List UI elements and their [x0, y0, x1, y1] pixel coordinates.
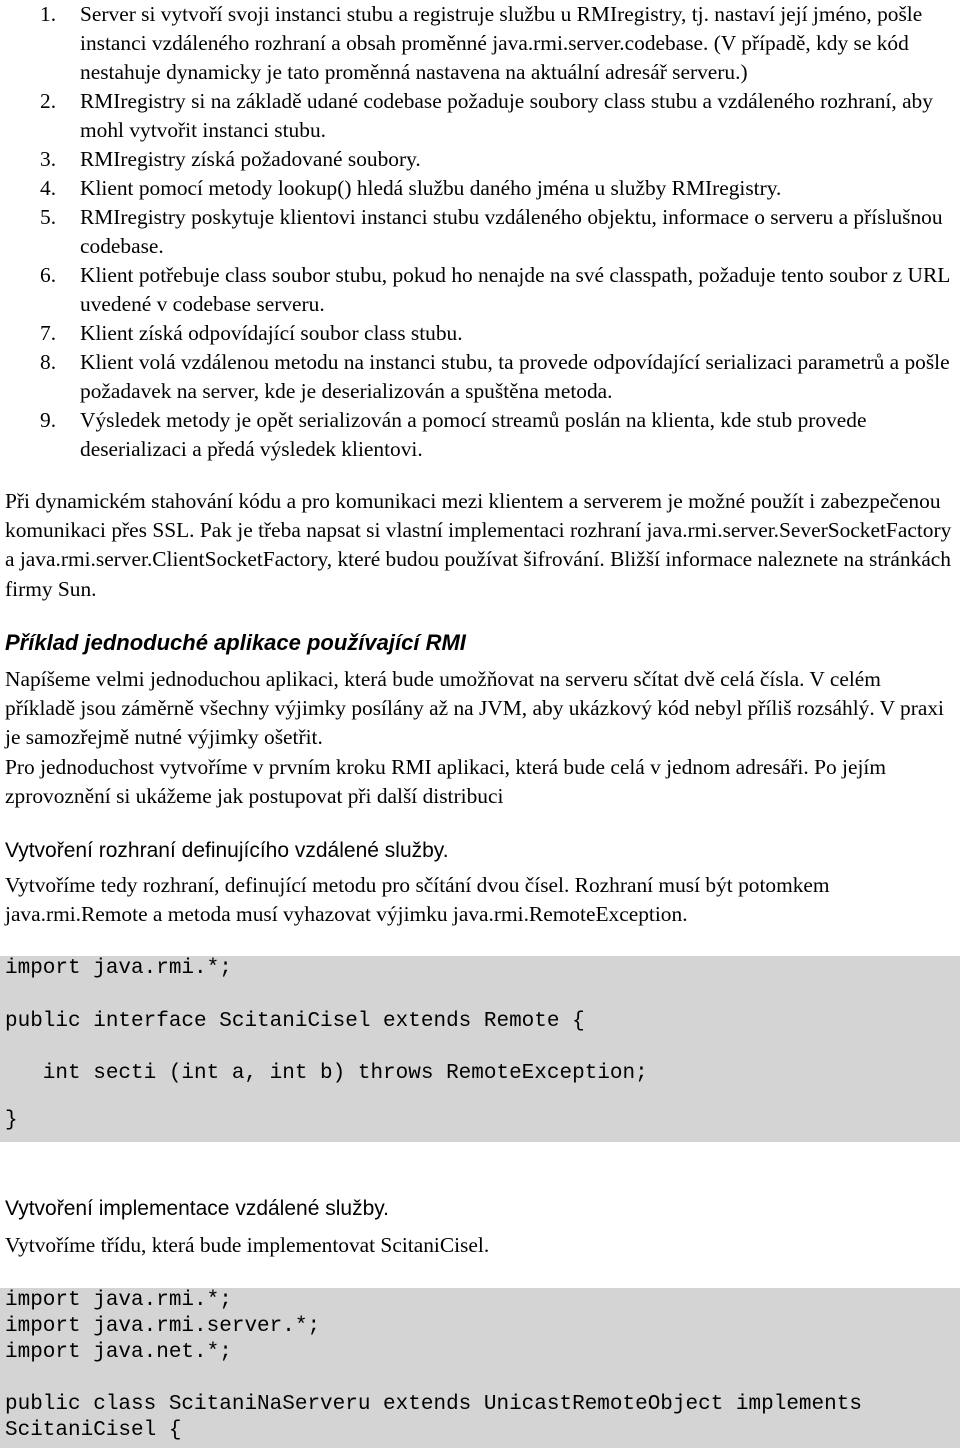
interface-paragraph: Vytvoříme tedy rozhraní, definující metodu pro sčítání dvou čísel. Rozhraní musí být potomkem java.rmi.Remote a metoda musí vyhazovat výjimku java.rmi.RemoteException.	[5, 873, 830, 927]
list-item	[0, 87, 960, 145]
subheading-implementation: Vytvoření implementace vzdálené služby.	[5, 1197, 390, 1220]
code-block-interface	[0, 956, 960, 1142]
implementation-paragraph: Vytvoříme třídu, která bude implementovat ScitaniCisel.	[5, 1233, 490, 1257]
subheading-interface: Vytvoření rozhraní definujícího vzdálené služby.	[5, 839, 449, 862]
code-line: public interface ScitaniCisel extends Remote {	[5, 1010, 585, 1033]
list-item	[0, 406, 960, 464]
list-item-number: 9.	[40, 408, 57, 432]
list-item-number: 8.	[40, 350, 57, 374]
ssl-paragraph: Při dynamickém stahování kódu a pro komunikaci mezi klientem a serverem je možné použít i zabezpečenou komunikaci přes SSL. Pak je třeba napsat si vlastní implementaci rozhraní java.rmi.server.SeverSocketFactory a java.rmi.server.ClientSocketFactory, které budou používat šifrování. Bližší informace naleznete na stránkách firmy Sun.	[5, 489, 952, 601]
intro-paragraph-2: Pro jednoduchost vytvoříme v prvním kroku RMI aplikaci, která bude celá v jednom adresáři. Po jejím zprovoznění si ukážeme jak postupovat při další distribuci	[5, 755, 886, 809]
code-line: import java.net.*;	[5, 1341, 232, 1364]
list-item	[0, 145, 960, 174]
list-item-text: Klient potřebuje class soubor stubu, pokud ho nenajde na své classpath, požaduje tento soubor z URL uvedené v codebase serveru.	[80, 263, 950, 316]
list-item-number: 2.	[40, 89, 57, 113]
list-item-text: Klient získá odpovídající soubor class stubu.	[80, 321, 463, 345]
code-line: import java.rmi.server.*;	[5, 1315, 321, 1338]
code-line: public class ScitaniNaServeru extends UnicastRemoteObject implements	[5, 1393, 862, 1416]
list-item-number: 1.	[40, 2, 57, 26]
list-item-text: RMIregistry získá požadované soubory.	[80, 147, 421, 171]
list-item-number: 3.	[40, 147, 57, 171]
list-item	[0, 0, 960, 87]
code-block-implementation	[0, 1288, 960, 1448]
list-item-text: Výsledek metody je opět serializován a pomocí streamů poslán na klienta, kde stub provede deserializaci a předá výsledek klientovi.	[80, 408, 867, 461]
code-line: ScitaniCisel {	[5, 1419, 182, 1442]
rmi-steps-list	[0, 0, 960, 464]
list-item-number: 7.	[40, 321, 57, 345]
list-item-text: Server si vytvoří svoji instanci stubu a registruje službu u RMIregistry, tj. nastaví její jméno, pošle instanci vzdáleného rozhraní a obsah proměnné java.rmi.server.codebase. (V případě, kdy se kód nestahuje dynamicky je tato proměnná nastavena na aktuální adresář serveru.)	[80, 2, 923, 84]
list-item	[0, 319, 960, 348]
list-item	[0, 261, 960, 319]
code-line: import java.rmi.*;	[5, 957, 232, 980]
list-item	[0, 174, 960, 203]
list-item-text: RMIregistry si na základě udané codebase požaduje soubory class stubu a vzdáleného rozhraní, aby mohl vytvořit instanci stubu.	[80, 89, 933, 142]
list-item-number: 4.	[40, 176, 57, 200]
list-item-number: 5.	[40, 205, 57, 229]
section-heading-example: Příklad jednoduché aplikace používající RMI	[5, 630, 466, 655]
list-item-text: Klient volá vzdálenou metodu na instanci stubu, ta provede odpovídající serializaci parametrů a pošle požadavek na server, kde je deserializován a spuštěna metoda.	[80, 350, 950, 403]
list-item-number: 6.	[40, 263, 57, 287]
list-item-text: Klient pomocí metody lookup() hledá službu daného jména u služby RMIregistry.	[80, 176, 782, 200]
code-line: }	[5, 1109, 18, 1132]
list-item	[0, 203, 960, 261]
code-line: int secti (int a, int b) throws RemoteException;	[5, 1062, 648, 1085]
code-line: import java.rmi.*;	[5, 1289, 232, 1312]
list-item	[0, 348, 960, 406]
list-item-text: RMIregistry poskytuje klientovi instanci stubu vzdáleného objektu, informace o serveru a příslušnou codebase.	[80, 205, 943, 258]
intro-paragraph: Napíšeme velmi jednoduchou aplikaci, která bude umožňovat na serveru sčítat dvě celá čísla. V celém příkladě jsou záměrně všechny výjimky posílány až na JVM, aby ukázkový kód nebyl příliš rozsáhlý. V praxi je samozřejmě nutné výjimky ošetřit.	[5, 667, 945, 750]
